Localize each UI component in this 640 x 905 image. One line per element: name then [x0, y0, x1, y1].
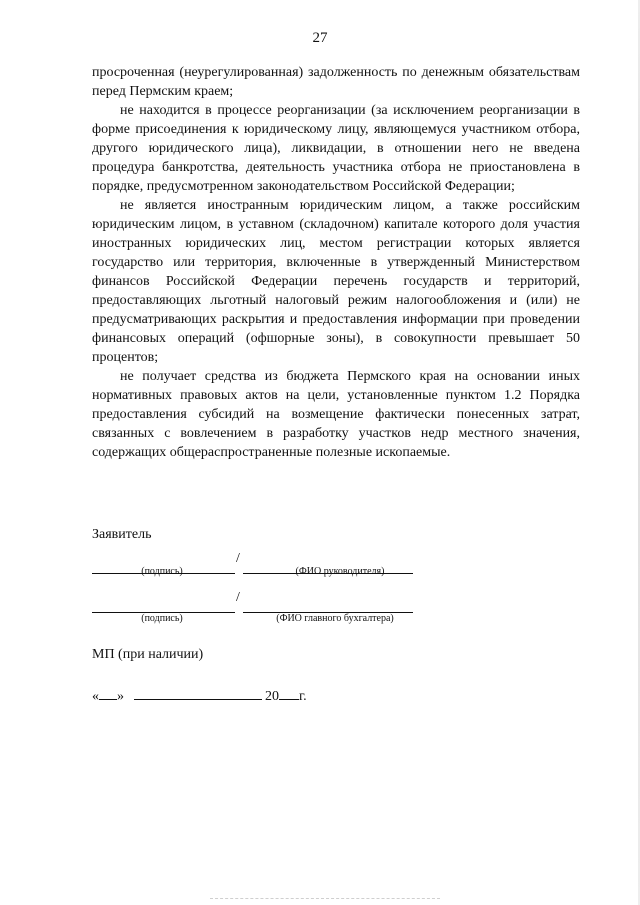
paragraph-debt: просроченная (неурегулированная) задолженность по денежным обязательствам перед Пермским краем;: [92, 65, 580, 99]
document-body: [92, 63, 580, 462]
date-line: [92, 685, 307, 705]
signature-caption-1: (подпись): [141, 566, 183, 577]
signature-slash-2: /: [236, 590, 240, 605]
applicant-label: Заявитель: [92, 527, 152, 542]
stamp-label: МП (при наличии): [92, 647, 204, 662]
page-number: 27: [312, 30, 328, 46]
year-prefix: 20: [265, 689, 279, 704]
paragraph-reorganization: не находится в процессе реорганизации (за исключением реорганизации в форме присоединения к юридическому лицу, являющемуся участником отбора, другого юридического лица), ликвидации, в отношении него не введена процедура банкротства, деятельность участника отбора не приостановлена в порядке, предусмотренном законодательством Российской Федерации;: [92, 103, 580, 194]
year-blank: [279, 685, 299, 700]
year-suffix: г.: [299, 689, 307, 704]
signature-caption-2: (подпись): [141, 613, 183, 624]
paragraph-foreign-entity: не является иностранным юридическим лицом, а также российским юридическим лицом, в уставном (складочном) капитале которого доля участия иностранных юридических лиц, местом регистрации которых является государство или территория, включенные в утвержденный Министерством финансов Российской Федерации перечень государств и территорий, предоставляющих льготный налоговый режим налогообложения и (или) не предусматривающих раскрытия и предоставления информации при проведении финансовых операций (офшорные зоны), в совокупности превышает 50 процентов;: [92, 198, 580, 365]
signature-slash-1: /: [236, 551, 240, 566]
accountant-name-caption: (ФИО главного бухгалтера): [276, 613, 394, 624]
director-name-caption: (ФИО руководителя): [295, 566, 385, 577]
date-open-quote: «: [92, 689, 99, 704]
scan-bottom-artifact: [210, 897, 440, 899]
month-blank: [134, 685, 262, 700]
paragraph-budget-funds: не получает средства из бюджета Пермского края на основании иных нормативных правовых актов на цели, установленные пунктом 1.2 Порядка предоставления субсидий на возмещение фактически понесенных затрат, связанных с вовлечением в разработку участков недр местного значения, содержащих общераспространенные полезные ископаемые.: [92, 369, 580, 460]
date-close-quote: »: [117, 689, 124, 704]
day-blank: [99, 685, 117, 700]
